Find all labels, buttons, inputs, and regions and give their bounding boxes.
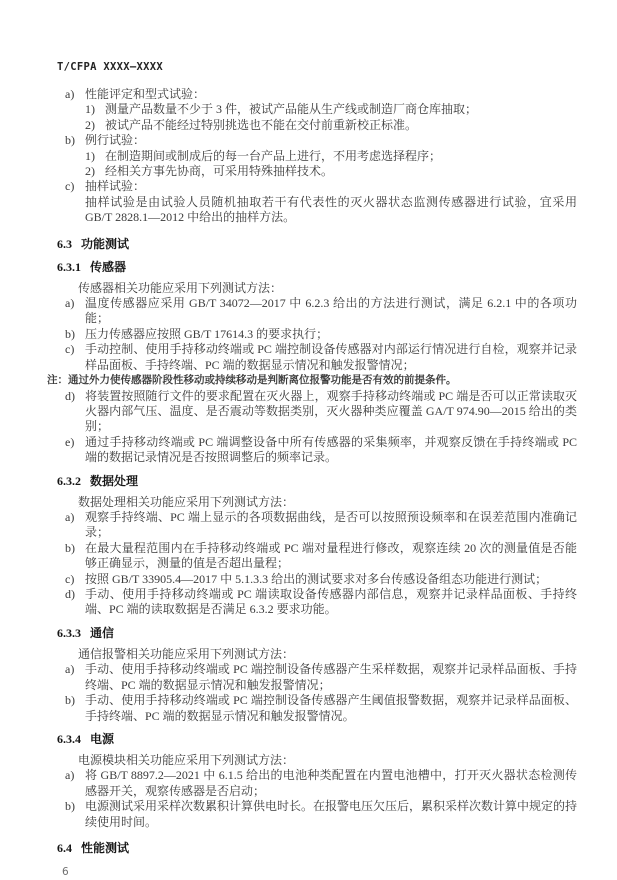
heading-number: 6.3.1: [57, 259, 81, 274]
section-intro: 数据处理相关功能应采用下列测试方法：: [78, 494, 295, 509]
sub-item: [85, 118, 577, 133]
page-content: [0, 87, 617, 880]
sub-item-label: 1): [85, 148, 95, 163]
section-heading-6-3-1: [57, 259, 577, 275]
sub-item-label: 2): [85, 164, 95, 179]
item-text: 手动控制、使用手持移动终端或 PC 端控制设备传感器对内部运行情况进行自检，观察并记录样品面板、手持终端、PC 端的数据显示情况和触发报警情况；: [85, 342, 577, 372]
item-label: c): [65, 571, 75, 586]
section-heading-6-3-4: [57, 731, 577, 747]
item-text: 将装置按照随行文件的要求配置在灭火器上，观察手持移动终端或 PC 端是否可以正常读取灭火器内部气压、温度、是否震动等数据类别，灭火器种类应覆盖 GA/T 974.90—2015 给出的类别；: [85, 388, 577, 434]
heading-title: 性能测试: [81, 840, 130, 855]
item-body: [85, 133, 577, 179]
list-item: [65, 296, 577, 327]
item-label: b): [65, 693, 75, 708]
item-label: d): [65, 587, 75, 602]
item-text: 将 GB/T 8897.2—2021 中 6.1.5 给出的电池种类配置在内置电池槽中，打开灭火器状态检测传感器开关，观察传感器是否启动；: [85, 768, 577, 798]
item-text: 手动、使用手持移动终端或 PC 端控制设备传感器产生采样数据，观察并记录样品面板、手持终端、PC 端的数据显示情况和触发报警情况；: [85, 662, 577, 692]
item-label: d): [65, 388, 75, 403]
item-body: [85, 87, 577, 133]
item-text: 性能评定和型式试验：: [85, 87, 206, 101]
item-text: 按照 GB/T 33905.4—2017 中 5.1.3.3 给出的测试要求对多台传感设备组态功能进行测试；: [85, 571, 548, 586]
item-label: c): [65, 342, 75, 357]
item-label: a): [65, 296, 75, 311]
item-text: 温度传感器应采用 GB/T 34072—2017 中 6.2.3 给出的方法进行测试，满足 6.2.1 中的各项功能；: [85, 296, 577, 326]
heading-title: 通信: [90, 625, 115, 640]
list-item-b: [65, 133, 577, 179]
item-label: b): [65, 799, 75, 814]
item-text: 压力传感器应按照 GB/T 17614.3 的要求执行；: [85, 326, 329, 341]
list-item: [65, 768, 577, 799]
heading-title: 电源: [90, 731, 115, 746]
list-item: [65, 435, 577, 466]
list-item: [65, 572, 577, 587]
heading-number: 6.4: [57, 840, 72, 855]
item-paragraph: 抽样试验是由试验人员随机抽取若干有代表性的灭火器状态监测传感器进行试验，宜采用 GB/T 2828.1—2012 中给出的抽样方法。: [85, 194, 577, 225]
item-label: b): [65, 540, 75, 555]
sub-item-text: 测量产品数量不少于 3 件，被试产品能从生产线或制造厂商仓库抽取；: [105, 102, 478, 117]
item-text: 观察手持终端、PC 端上显示的各项数据曲线，是否可以按照预设频率和在误差范围内准确记录；: [85, 510, 577, 540]
item-text: 例行试验：: [85, 133, 146, 148]
sub-item: [85, 164, 577, 179]
section-intro: 电源模块相关功能应采用下列测试方法：: [78, 752, 295, 767]
list-item: [65, 693, 577, 724]
heading-title: 传感器: [90, 259, 127, 274]
list-item: [65, 541, 577, 572]
item-text: 抽样试验：: [85, 179, 146, 194]
list-item: [65, 587, 577, 618]
list-item-a: [65, 87, 577, 133]
item-label: c): [65, 179, 75, 194]
list-item: [65, 342, 577, 373]
sub-item-text: 在制造期间或制成后的每一台产品上进行，不用考虑选择程序；: [105, 148, 442, 163]
heading-title: 数据处理: [90, 473, 139, 488]
sub-item: [85, 102, 577, 117]
item-label: b): [65, 326, 75, 341]
item-label: a): [65, 510, 75, 525]
list-item-c: [65, 179, 577, 225]
list-item: [65, 662, 577, 693]
section-heading-6-3-2: [57, 473, 577, 489]
item-label: e): [65, 434, 75, 449]
item-label: a): [65, 662, 75, 677]
item-text: 通过手持移动终端或 PC 端调整设备中所有传感器的采集频率，并观察反馈在手持终端或 PC 端的数据记录情况是否按照调整后的频率记录。: [85, 434, 577, 465]
heading-number: 6.3: [57, 236, 72, 251]
item-body: [85, 179, 577, 225]
section-intro: 传感器相关功能应采用下列测试方法：: [78, 280, 283, 295]
note-label: 注：: [47, 375, 68, 387]
page-number: 6: [62, 865, 69, 878]
item-text: 在最大量程范围内在手持移动终端或 PC 端对量程进行修改，观察连续 20 次的测量值是否能够正确显示，测量的值是否超出量程；: [85, 540, 577, 571]
sub-item-text: 经相关方事先协商，可采用特殊抽样技术。: [105, 164, 334, 179]
list-item: [65, 327, 577, 342]
sub-item-label: 1): [85, 102, 95, 117]
sub-item: [85, 149, 577, 164]
doc-code-header: T/CFPA XXXX—XXXX: [57, 61, 163, 73]
list-item: [65, 389, 577, 435]
heading-title: 功能测试: [81, 236, 130, 251]
section-heading-6-3: [57, 236, 577, 252]
section-heading-6-4: [57, 840, 577, 856]
heading-number: 6.3.3: [57, 625, 81, 640]
sub-item-label: 2): [85, 117, 95, 132]
section-heading-6-3-3: [57, 625, 577, 641]
note-text: 通过外力使传感器阶段性移动或持续移动是判断离位报警功能是否有效的前提条件。: [68, 375, 457, 387]
item-text: 电源测试采用采样次数累积计算供电时长。在报警电压欠压后，累积采样次数计算中规定的持续使用时间。: [85, 799, 578, 829]
lead-list: [0, 87, 617, 226]
section-intro: 通信报警相关功能应采用下列测试方法：: [78, 646, 295, 661]
item-text: 手动、使用手持移动终端或 PC 端读取设备传感器内部信息，观察并记录样品面板、手持终端、PC 端的读取数据是否满足 6.3.2 要求功能。: [85, 587, 577, 617]
heading-number: 6.3.4: [57, 731, 81, 746]
item-text: 手动、使用手持移动终端或 PC 端控制设备传感器产生阈值报警数据，观察并记录样品面板、手持终端、PC 端的数据显示情况和触发报警情况。: [85, 693, 577, 723]
list-item: [65, 510, 577, 541]
sub-item-text: 被试产品不能经过特别挑选也不能在交付前重新校正标准。: [105, 117, 418, 132]
list-item: [65, 799, 577, 830]
note: [47, 374, 577, 388]
item-label: b): [65, 133, 75, 148]
heading-number: 6.3.2: [57, 473, 81, 488]
item-label: a): [65, 87, 75, 101]
item-label: a): [65, 768, 75, 783]
